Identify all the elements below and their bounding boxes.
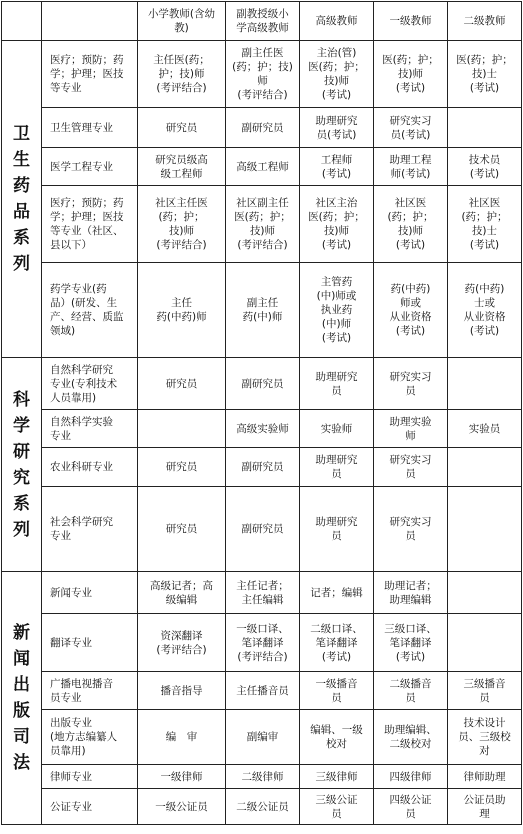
title-cell: 三级公证 员	[300, 789, 374, 825]
table-row	[2, 186, 522, 263]
table-row	[2, 358, 522, 410]
title-cell: 律师助理	[448, 765, 522, 789]
title-cell: 编 审	[138, 710, 226, 765]
title-cell	[448, 572, 522, 614]
title-cell	[448, 108, 522, 148]
header-row	[2, 2, 522, 41]
title-cell: 药(中药) 士或 从业资格 (考试)	[448, 263, 522, 358]
specialty-cell: 药学专业(药 品）(研发、生 产、经营、质监 领域)	[42, 263, 138, 358]
category-label: 新 闻 出 版 司 法	[2, 572, 42, 825]
title-cell: 主任记者； 主任编辑	[226, 572, 300, 614]
title-cell: 社区医 (药；护； 技)士 (考试)	[448, 186, 522, 263]
table-row	[2, 148, 522, 186]
table-row	[2, 710, 522, 765]
title-cell: 三级律师	[300, 765, 374, 789]
title-cell: 高级记者；高 级编辑	[138, 572, 226, 614]
title-cell: 实验员	[448, 410, 522, 448]
title-cell: 研究员	[138, 448, 226, 487]
specialty-cell: 医疗；预防；药 学；护理；医技 等专业（社区、 县以下）	[42, 186, 138, 263]
title-cell: 副研究员	[226, 108, 300, 148]
title-cell: 技术员 (考试)	[448, 148, 522, 186]
title-cell: 二级口译、 笔译翻译 (考试)	[300, 614, 374, 672]
table-row	[2, 789, 522, 825]
table-row	[2, 263, 522, 358]
title-cell: 一级律师	[138, 765, 226, 789]
title-cell: 二级公证员	[226, 789, 300, 825]
title-cell: 研究实习 员	[374, 448, 448, 487]
title-cell: 助理编辑、 二级校对	[374, 710, 448, 765]
title-cell: 药(中药) 师或 从业资格 (考试)	[374, 263, 448, 358]
title-cell	[448, 487, 522, 572]
title-cell: 研究实习 员	[374, 358, 448, 410]
title-cell: 助理研究 员	[300, 358, 374, 410]
title-cell: 研究员	[138, 108, 226, 148]
title-cell: 二级律师	[226, 765, 300, 789]
title-cell: 四级律师	[374, 765, 448, 789]
title-cell: 副研究员	[226, 487, 300, 572]
title-cell: 医(药；护； 技)士 (考试)	[448, 41, 522, 108]
title-cell: 助理研究 员(考试)	[300, 108, 374, 148]
table-row	[2, 41, 522, 108]
specialty-cell: 医学工程专业	[42, 148, 138, 186]
category-label: 卫 生 药 品 系 列	[2, 41, 42, 358]
title-cell: 资深翻译 (考评结合)	[138, 614, 226, 672]
title-cell: 研究员	[138, 358, 226, 410]
title-cell: 副研究员	[226, 358, 300, 410]
table-row	[2, 448, 522, 487]
title-cell: 社区医 (药；护； 技)师 (考试)	[374, 186, 448, 263]
title-table	[1, 1, 522, 825]
specialty-cell: 律师专业	[42, 765, 138, 789]
title-cell: 助理研究 员	[300, 487, 374, 572]
title-cell: 社区副主任 医(药；护； 技)师 (考评结合)	[226, 186, 300, 263]
title-cell: 四级公证 员	[374, 789, 448, 825]
header-cell: 高级教师	[300, 2, 374, 41]
specialty-cell: 广播电视播音 员专业	[42, 672, 138, 710]
title-cell: 主任 药(中药)师	[138, 263, 226, 358]
title-cell: 播音指导	[138, 672, 226, 710]
title-cell	[448, 614, 522, 672]
category-label: 科 学 研 究 系 列	[2, 358, 42, 572]
title-cell: 二级播音 员	[374, 672, 448, 710]
table-row	[2, 108, 522, 148]
specialty-cell: 公证专业	[42, 789, 138, 825]
title-cell: 高级实验师	[226, 410, 300, 448]
header-cell	[42, 2, 138, 41]
header-cell	[2, 2, 42, 41]
specialty-cell: 自然科学实验 专业	[42, 410, 138, 448]
table-row	[2, 672, 522, 710]
table-row	[2, 572, 522, 614]
title-cell: 助理记者； 助理编辑	[374, 572, 448, 614]
title-cell: 主任播音员	[226, 672, 300, 710]
title-cell: 技术设计 员、三级校 对	[448, 710, 522, 765]
title-cell: 记者；编辑	[300, 572, 374, 614]
title-cell: 助理工程 师(考试)	[374, 148, 448, 186]
title-cell: 研究员	[138, 487, 226, 572]
title-cell: 三级口译、 笔译翻译 (考试)	[374, 614, 448, 672]
specialty-cell: 翻译专业	[42, 614, 138, 672]
specialty-cell: 出版专业 (地方志编纂人 员靠用)	[42, 710, 138, 765]
title-cell: 工程师 (考试)	[300, 148, 374, 186]
title-cell: 一级播音 员	[300, 672, 374, 710]
title-cell: 公证员助 理	[448, 789, 522, 825]
specialty-cell: 农业科研专业	[42, 448, 138, 487]
title-cell: 三级播音 员	[448, 672, 522, 710]
title-cell: 主管药 (中)师或 执业药 (中)师 (考试)	[300, 263, 374, 358]
title-cell: 医(药；护； 技)师 (考试)	[374, 41, 448, 108]
title-cell	[138, 410, 226, 448]
header-cell: 小学教师(含幼 教)	[138, 2, 226, 41]
title-cell: 研究员级高 级工程师	[138, 148, 226, 186]
title-cell	[448, 448, 522, 487]
title-cell: 副研究员	[226, 448, 300, 487]
specialty-cell: 新闻专业	[42, 572, 138, 614]
title-cell: 副主任 药(中)师	[226, 263, 300, 358]
header-cell: 二级教师	[448, 2, 522, 41]
table-row	[2, 765, 522, 789]
title-cell: 社区主治 医(药；护； 技)师 (考试)	[300, 186, 374, 263]
header-cell: 一级教师	[374, 2, 448, 41]
title-cell: 社区主任医 (药；护； 技)师 (考评结合)	[138, 186, 226, 263]
title-cell: 副主任医 (药；护；技) 师 (考评结合)	[226, 41, 300, 108]
specialty-cell: 医疗；预防；药 学；护理；医技 等专业	[42, 41, 138, 108]
title-cell: 一级口译、 笔译翻译 (考评结合)	[226, 614, 300, 672]
title-cell: 助理实验 师	[374, 410, 448, 448]
title-cell: 编辑、一级 校对	[300, 710, 374, 765]
title-cell: 高级工程师	[226, 148, 300, 186]
table-row	[2, 614, 522, 672]
specialty-cell: 卫生管理专业	[42, 108, 138, 148]
table-row	[2, 487, 522, 572]
title-cell: 主任医(药； 护；技)师 (考评结合)	[138, 41, 226, 108]
specialty-cell: 社会科学研究 专业	[42, 487, 138, 572]
title-cell: 助理研究 员	[300, 448, 374, 487]
title-cell: 副编审	[226, 710, 300, 765]
title-cell: 研究实习 员	[374, 487, 448, 572]
title-cell: 实验师	[300, 410, 374, 448]
title-cell: 主治(管) 医(药；护； 技)师 (考试)	[300, 41, 374, 108]
title-cell: 一级公证员	[138, 789, 226, 825]
specialty-cell: 自然科学研究 专业(专利技术 人员靠用)	[42, 358, 138, 410]
header-cell: 副教授级小 学高级教师	[226, 2, 300, 41]
title-cell	[448, 358, 522, 410]
table-row	[2, 410, 522, 448]
title-cell: 研究实习 员(考试)	[374, 108, 448, 148]
